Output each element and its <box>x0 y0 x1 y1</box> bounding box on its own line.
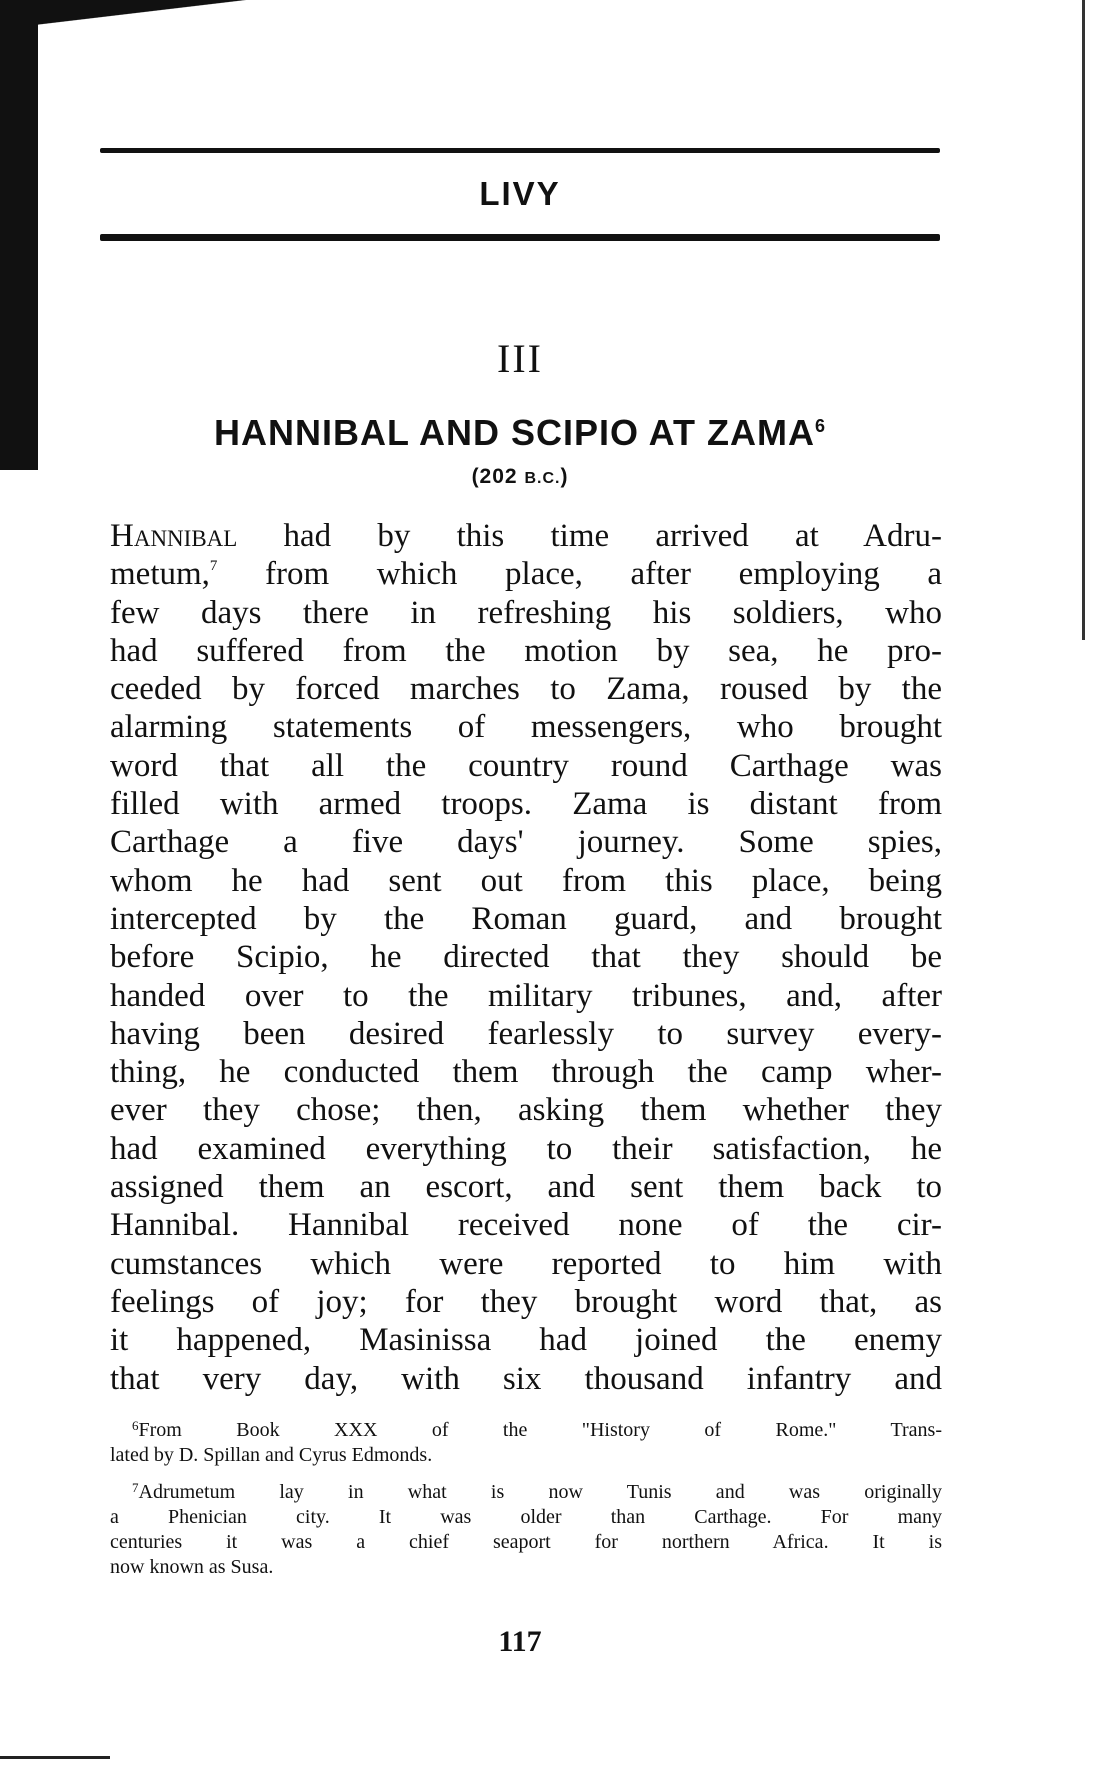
running-head: LIVY <box>479 175 561 212</box>
body-line: had suffered from the motion by sea, he pro- <box>110 632 942 669</box>
date-year: (202 <box>471 465 518 488</box>
line-text: metum, <box>110 556 210 593</box>
scan-corner-shadow <box>0 0 270 32</box>
scan-bottom-mark <box>0 1756 110 1759</box>
body-line: alarming statements of messengers, who brought <box>110 709 942 746</box>
body-line: few days there in refreshing his soldiers, who <box>110 594 942 631</box>
body-line: ceeded by forced marches to Zama, roused by the <box>110 671 942 708</box>
body-line: that very day, with six thousand infantry and <box>110 1360 942 1397</box>
body-line: filled with armed troops. Zama is distant from <box>110 786 942 823</box>
body-line: word that all the country round Carthage was <box>110 747 942 784</box>
date-close: ) <box>560 465 569 488</box>
footnote-line: centuries it was a chief seaport for northern Africa. It is <box>110 1531 942 1553</box>
line-text: from which place, after employing a <box>217 556 942 593</box>
footnote-ref-7: 7 <box>209 558 218 575</box>
body-line <box>110 517 942 555</box>
footnote-text: Adrumetum lay in what is now Tunis and was originally <box>138 1481 942 1503</box>
footnote-ref-6: 6 <box>814 416 826 436</box>
opening-name: Hannibal <box>110 518 238 554</box>
body-line: it happened, Masinissa had joined the enemy <box>110 1322 942 1359</box>
chapter-title <box>100 412 940 454</box>
body-line <box>110 555 942 593</box>
footnote-7 <box>110 1480 942 1580</box>
footnote-line: a Phenician city. It was older than Carthage. For many <box>110 1506 942 1528</box>
line-text: had by this time arrived at Adru- <box>237 518 942 554</box>
body-line: handed over to the military tribunes, and, after <box>110 977 942 1014</box>
body-line: before Scipio, he directed that they should be <box>110 939 942 976</box>
date-era: B.C. <box>524 470 561 487</box>
footnote-text: From Book XXX of the "History of Rome." Trans- <box>138 1419 942 1441</box>
header-rule-top <box>100 148 940 153</box>
body-line: feelings of joy; for they brought word that, as <box>110 1283 942 1320</box>
footnotes <box>110 1418 942 1592</box>
body-line: ever they chose; then, asking them whether they <box>110 1092 942 1129</box>
body-line: having been desired fearlessly to survey every- <box>110 1015 942 1052</box>
body-line: thing, he conducted them through the camp wher- <box>110 1054 942 1091</box>
body-line: Carthage a five days' journey. Some spies, <box>110 824 942 861</box>
footnote-line: now known as Susa. <box>110 1556 274 1578</box>
body-line: had examined everything to their satisfaction, he <box>110 1130 942 1167</box>
body-line: whom he had sent out from this place, being <box>110 862 942 899</box>
body-text <box>110 517 942 1398</box>
footnote-line <box>110 1418 942 1443</box>
scan-right-edge <box>1082 0 1085 640</box>
footnote-line <box>110 1480 942 1505</box>
body-line: cumstances which were reported to him with <box>110 1245 942 1282</box>
body-line: intercepted by the Roman guard, and brought <box>110 900 942 937</box>
header-rule-bottom <box>100 234 940 241</box>
footnote-6 <box>110 1418 942 1468</box>
footnote-mark: 6 <box>132 1418 139 1433</box>
footnote-mark: 7 <box>132 1480 139 1495</box>
body-line: assigned them an escort, and sent them back to <box>110 1169 942 1206</box>
chapter-title-text: HANNIBAL AND SCIPIO AT ZAMA <box>214 412 815 453</box>
chapter-date <box>100 465 940 489</box>
footnote-line: lated by D. Spillan and Cyrus Edmonds. <box>110 1444 433 1466</box>
scan-binding-shadow <box>0 0 38 470</box>
chapter-number: III <box>497 336 543 381</box>
page-number: 117 <box>498 1625 542 1658</box>
body-line: Hannibal. Hannibal received none of the cir- <box>110 1207 942 1244</box>
